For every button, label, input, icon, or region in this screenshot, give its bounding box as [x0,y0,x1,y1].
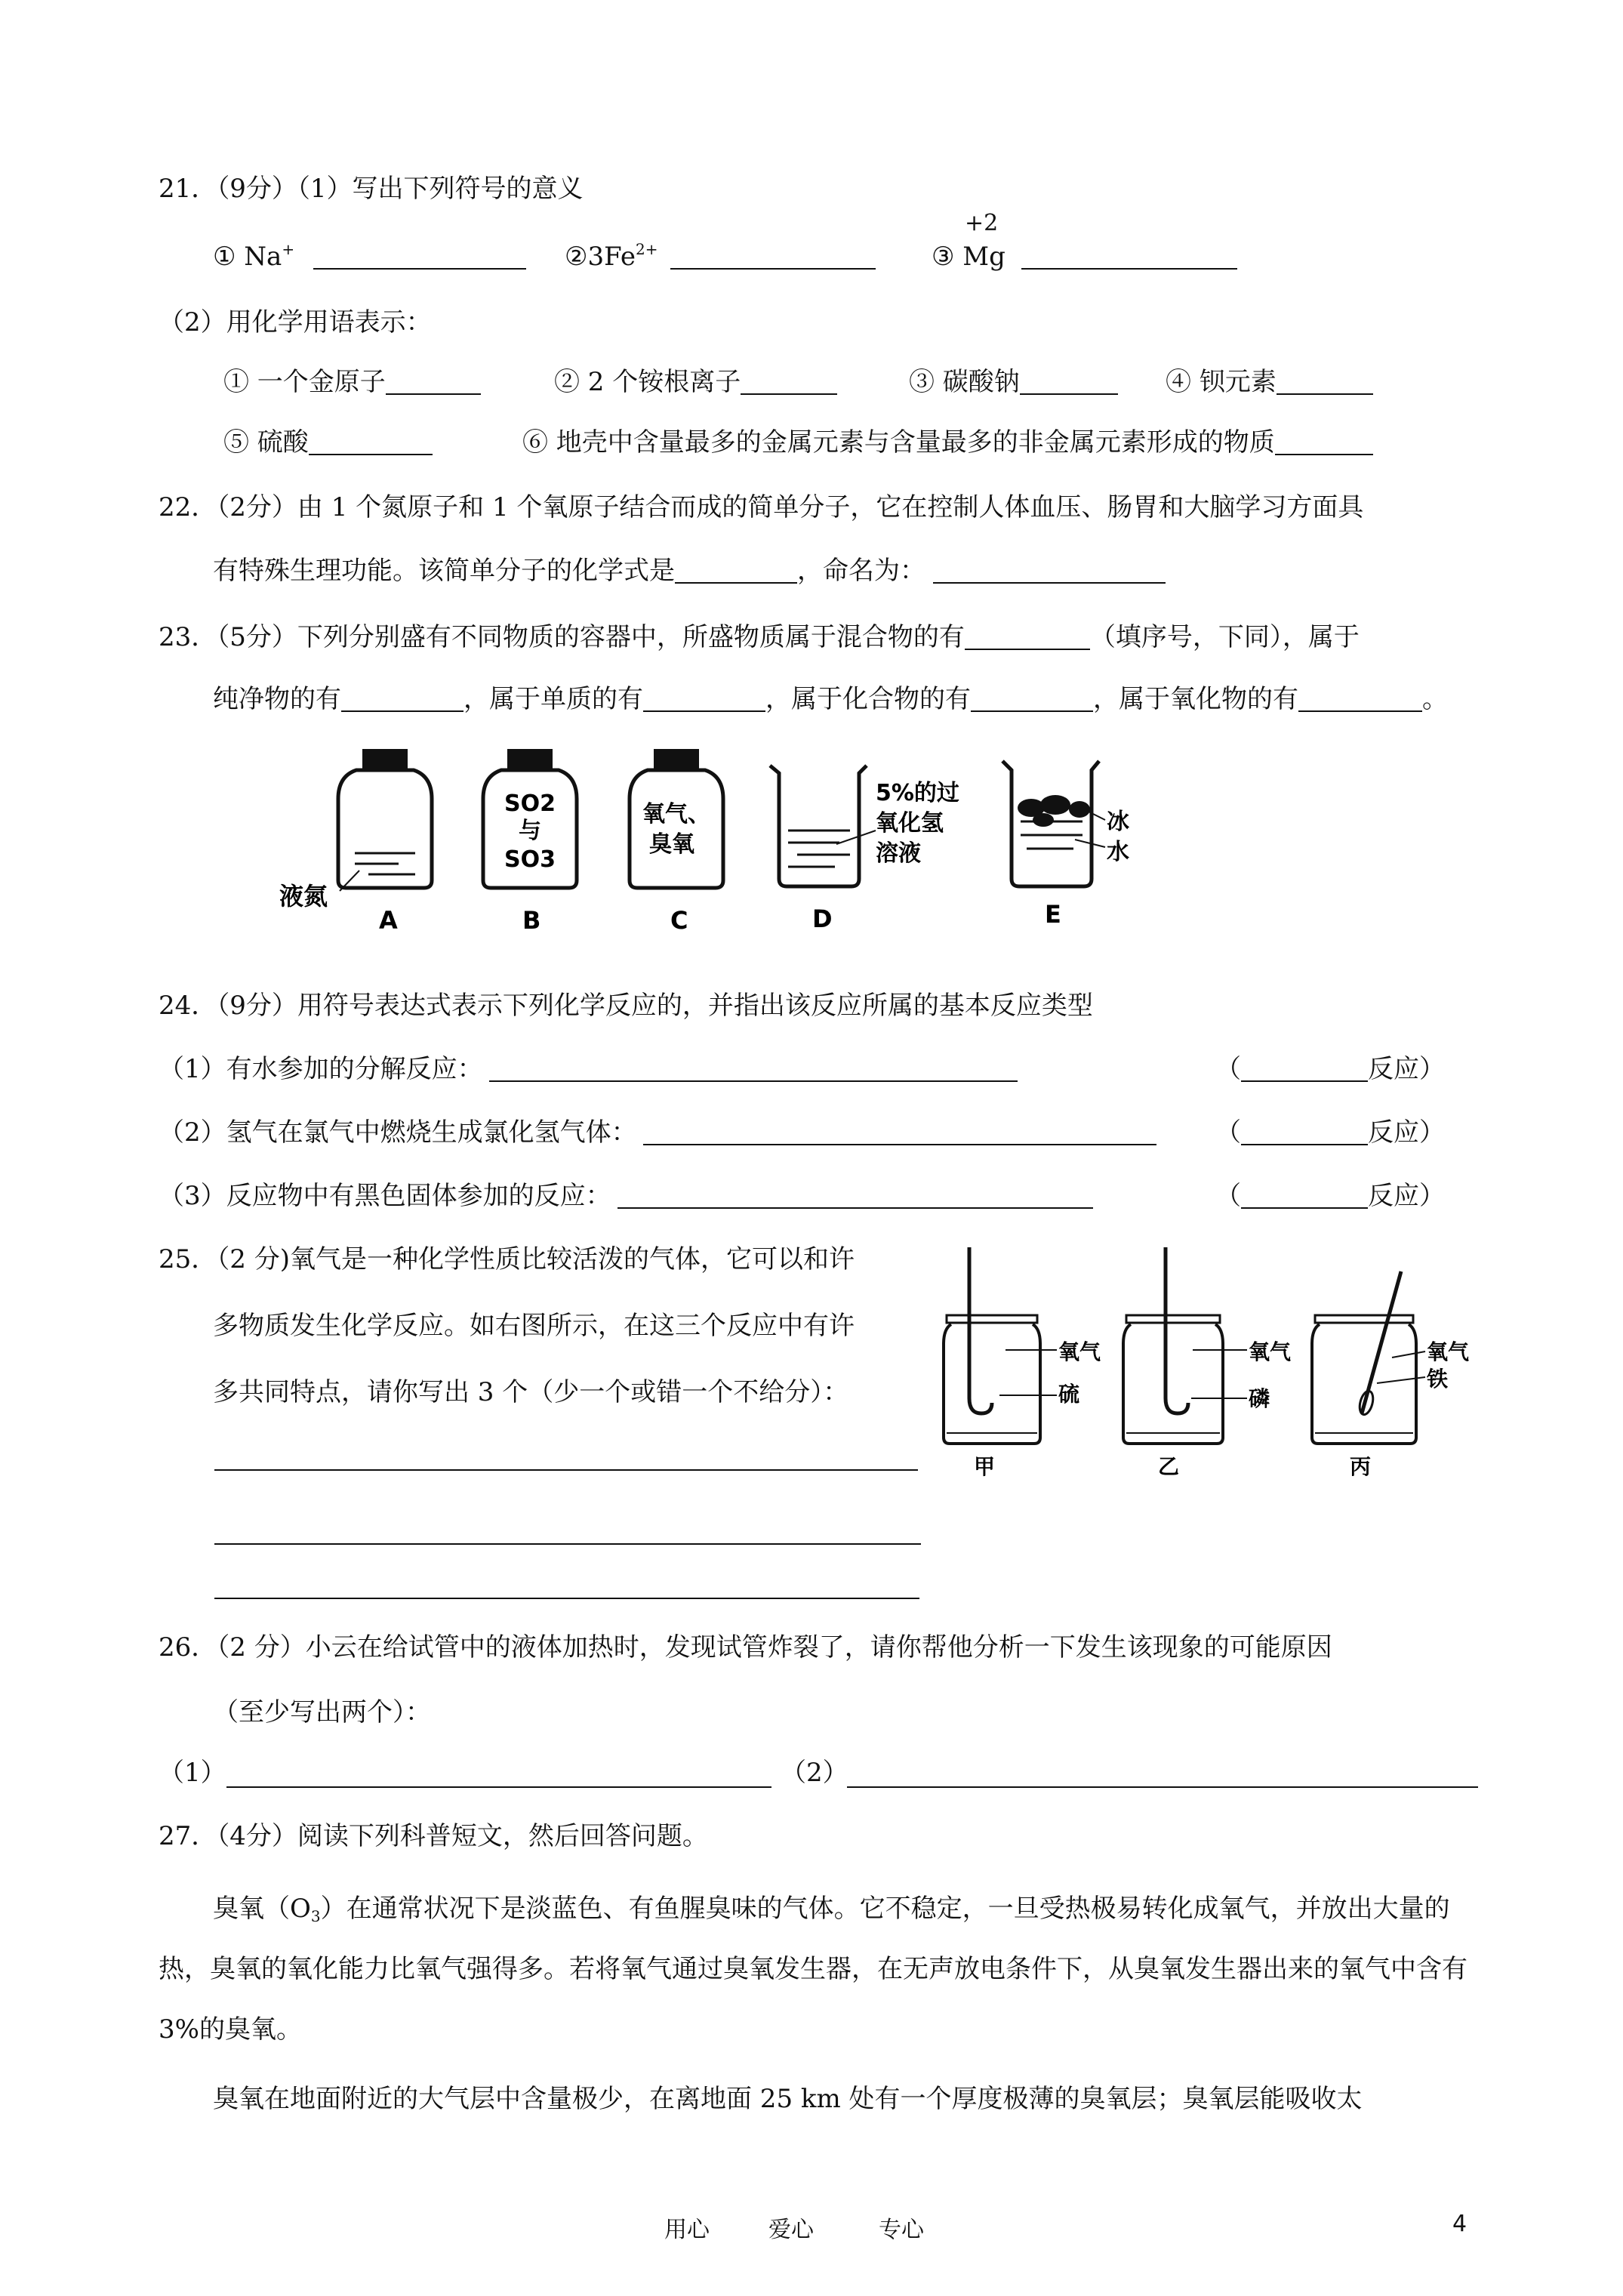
jar-name-bing: 丙 [1350,1454,1372,1479]
q24-item3: （3）反应物中有黑色固体参加的反应： [159,1179,1093,1213]
answer-blank[interactable] [386,368,481,395]
answer-blank[interactable] [675,556,797,584]
q24-type2: （ 反应） [1215,1117,1445,1148]
q23-line1: 23．（5分）下列分别盛有不同物质的容器中，所盛物质属于混合物的有 （填序号，下同），属于 [159,622,1360,652]
text-ozone: 臭氧 [649,831,694,858]
q22-line1: 22．（2分）由 1 个氮原子和 1 个氧原子结合而成的简单分子，它在控制人体血压、肠胃和大脑学习方面具 [159,492,1364,522]
bottle-b [483,749,577,935]
text-so2: SO2 [504,791,556,817]
bottle-a [279,749,432,935]
answer-blank[interactable] [1020,368,1118,395]
text-so3: SO3 [504,846,556,873]
q24-title: 24．（9分）用符号表达式表示下列化学反应的，并指出该反应所属的基本反应类型 [159,991,1093,1021]
q21-item2: $②3Fe^{2+}$ [565,240,876,273]
q25-line3: 多共同特点，请你写出 3 个（少一个或错一个不给分）： [213,1377,849,1407]
answer-blank[interactable] [1021,242,1237,270]
beaker-e [1002,761,1129,929]
answer-blank[interactable] [341,685,463,712]
q26-blank1-label: （1） [159,1758,226,1788]
answer-line[interactable] [214,1598,919,1599]
jia-sulfur: 硫 [1058,1382,1080,1407]
answer-blank[interactable] [670,242,876,270]
letter-b: B [522,906,541,935]
jar-yi [1123,1247,1291,1479]
answer-blank[interactable] [643,1118,1156,1145]
answer-blank[interactable] [309,428,433,455]
q24-type1: （ 反应） [1215,1054,1445,1084]
q24-item2: （2）氢气在氯气中燃烧生成氯化氢气体： [159,1116,1156,1149]
answer-blank[interactable] [741,368,837,395]
page-number: 4 [1452,2211,1467,2237]
text-ice: 冰 [1107,809,1129,835]
q21-item3: ③ Mg [932,240,1237,273]
answer-line[interactable] [847,1786,1478,1788]
yi-phosphorus: 磷 [1249,1386,1270,1411]
q24-type3: （ 反应） [1215,1181,1445,1211]
answer-blank[interactable] [617,1182,1093,1209]
answer-blank[interactable] [1241,1182,1368,1209]
q27-title: 27．（4分）阅读下列科普短文，然后回答问题。 [159,1821,708,1851]
jar-name-jia: 甲 [974,1454,996,1479]
q21-item1: ① Na+ [213,240,526,273]
answer-blank[interactable] [643,685,765,712]
letter-e: E [1045,900,1061,929]
mg-valence: +2 [965,210,999,236]
footer-motto-1: 用心 [664,2217,710,2243]
q21-row1-3: ③ 碳酸钠 [909,365,1118,399]
answer-blank[interactable] [1277,368,1373,395]
q26-blank2-label: （2） [781,1758,848,1788]
answer-blank[interactable] [1298,685,1422,712]
letter-c: C [670,906,688,935]
answer-line[interactable] [214,1543,921,1545]
footer-motto-3: 专心 [879,2217,924,2243]
q26-line2: （至少写出两个）： [213,1697,431,1727]
q25-line1: 25．（2 分)氧气是一种化学性质比较活泼的气体，它可以和许 [159,1244,855,1274]
q25-line2: 多物质发生化学反应。如右图所示，在这三个反应中有许 [213,1311,855,1341]
q27-paragraph-1: 臭氧$(O_3)$在通常状况下是淡蓝色、有鱼腥臭味的气体。它不稳定，一旦受热极易转化成氧气，并放出大量的热，臭氧的氧化能力比氧气强得多。若将氧气通过臭氧发生器，在无声放电条件下，从臭氧发生器出来的氧气中含有 3%的臭氧。 [159,1894,1467,2045]
jar-jia [944,1247,1101,1479]
answer-blank[interactable] [933,556,1166,584]
containers-figure [272,746,1170,935]
text-and: 与 [519,818,541,844]
q21-title: 21．（9分）（1）写出下列符号的意义 [159,174,584,204]
q21-row2-1: ⑤ 硫酸 [223,426,433,459]
q24-item1: （1）有水参加的分解反应： [159,1052,1018,1086]
answer-blank[interactable] [489,1055,1018,1082]
jar-bing [1312,1271,1469,1479]
letter-d: D [812,905,833,933]
jia-oxygen: 氧气 [1058,1339,1101,1364]
jar-name-yi: 乙 [1158,1454,1180,1479]
letter-a: A [379,906,398,935]
bottle-c [630,749,723,935]
answer-blank[interactable] [1275,428,1373,455]
q21-row1-4: ④ 钡元素 [1166,365,1373,399]
yi-oxygen: 氧气 [1249,1339,1292,1364]
answer-blank[interactable] [313,242,526,270]
q21-row1-2: ② 2 个铵根离子 [554,365,837,399]
q27-paragraph-2: 臭氧在地面附近的大气层中含量极少，在离地面 25 km 处有一个厚度极薄的臭氧层；臭氧层能吸收太 [213,2084,1363,2114]
combustion-figure [936,1238,1480,1480]
answer-blank[interactable] [1241,1055,1368,1082]
text-5pct: 5%的过 [876,780,959,806]
q21-part2-title: （2）用化学用语表示： [159,307,432,337]
text-solution: 溶液 [876,840,921,867]
answer-blank[interactable] [971,685,1093,712]
q26-line1: 26．（2 分）小云在给试管中的液体加热时，发现试管炸裂了，请你帮他分析一下发生该现象的可能原因 [159,1632,1332,1663]
beaker-d [770,766,959,933]
bing-iron: 铁 [1427,1367,1449,1391]
answer-line[interactable] [226,1786,771,1788]
text-peroxide: 氧化氢 [876,810,944,837]
text-oxygen: 氧气、 [642,801,710,827]
footer-motto-2: 爱心 [768,2217,814,2243]
bing-oxygen: 氧气 [1427,1339,1470,1364]
answer-line[interactable] [214,1469,918,1471]
q21-row2-2: ⑥ 地壳中含量最多的金属元素与含量最多的非金属元素形成的物质 [522,426,1373,459]
text-water: 水 [1107,839,1129,865]
answer-blank[interactable] [965,623,1090,650]
q23-line2: 纯净物的有 ，属于单质的有 ，属于化合物的有 ，属于氧化物的有 。 [213,684,1448,714]
q21-row1-1: ① 一个金原子 [223,365,481,399]
label-liquid-nitrogen: 液氮 [279,882,328,911]
q22-line2: 有特殊生理功能。该简单分子的化学式是 ，命名为： [213,554,1166,587]
answer-blank[interactable] [1241,1118,1368,1145]
